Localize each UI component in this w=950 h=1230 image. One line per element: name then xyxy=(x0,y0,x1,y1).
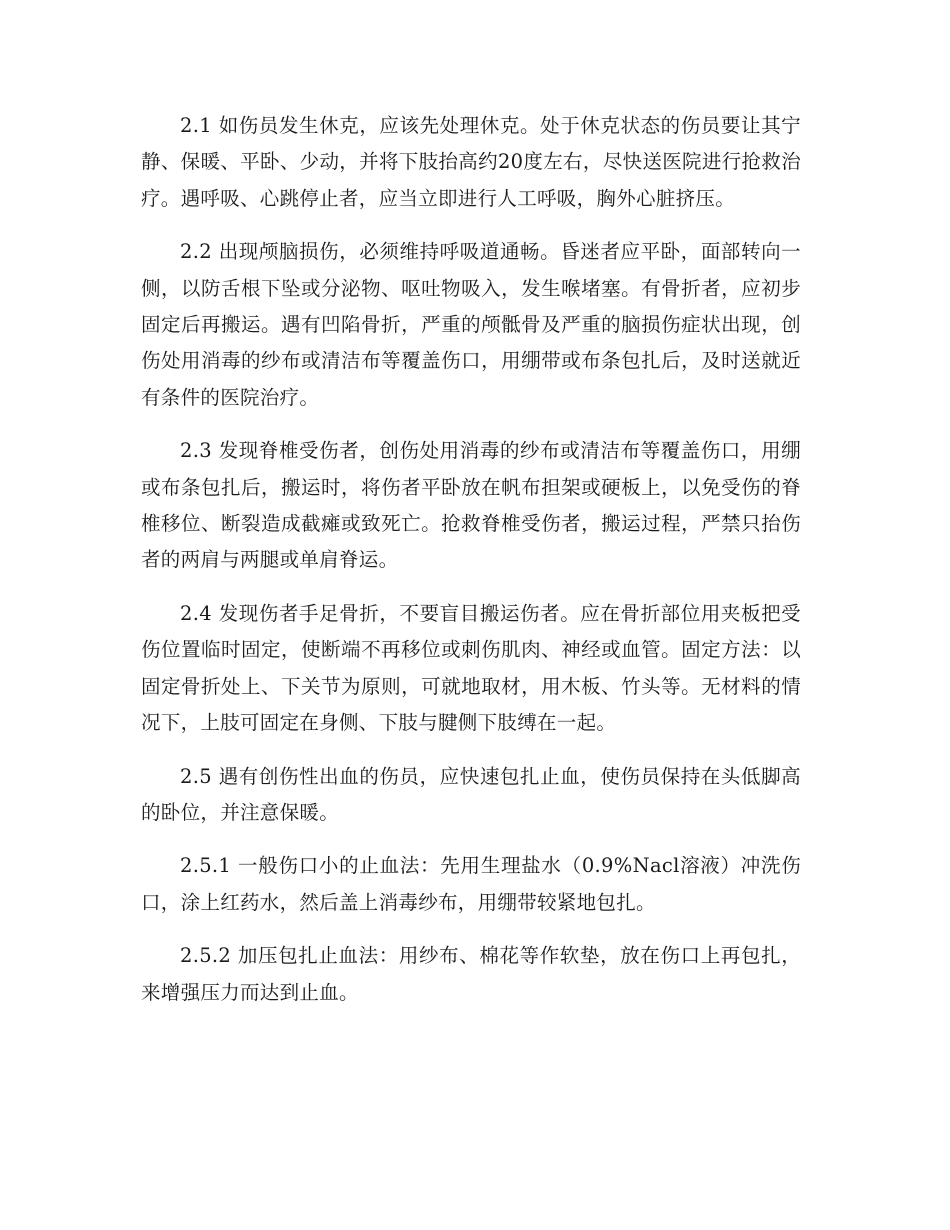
paragraph-2-5: 2.5 遇有创伤性出血的伤员，应快速包扎止血，使伤员保持在头低脚高的卧位，并注意保暖。 xyxy=(141,764,801,824)
paragraph-2-3: 2.3 发现脊椎受伤者，创伤处用消毒的纱布或清洁布等覆盖伤口，用绷或布条包扎后，搬运时，将伤者平卧放在帆布担架或硬板上，以免受伤的脊椎移位、断裂造成截瘫或致死亡。抢救脊椎受伤者，搬运过程，严禁只抬伤者的两肩与两腿或单肩脊运。 xyxy=(141,439,801,572)
paragraph-2-2: 2.2 出现颅脑损伤，必须维持呼吸道通畅。昏迷者应平卧，面部转向一侧，以防舌根下坠或分泌物、呕吐物吸入，发生喉堵塞。有骨折者，应初步固定后再搬运。遇有凹陷骨折，严重的颅骶骨及严重的脑损伤症状出现，创伤处用消毒的纱布或清洁布等覆盖伤口，用绷带或布条包扎后，及时送就近有条件的医院治疗。 xyxy=(141,240,801,409)
paragraph-2-1: 2.1 如伤员发生休克，应该先处理休克。处于休克状态的伤员要让其宁静、保暖、平卧、少动，并将下肢抬高约20度左右，尽快送医院进行抢救治疗。遇呼吸、心跳停止者，应当立即进行人工呼吸，胸外心脏挤压。 xyxy=(141,114,801,210)
paragraph-2-5-2: 2.5.2 加压包扎止血法：用纱布、棉花等作软垫，放在伤口上再包扎，来增强压力而达到止血。 xyxy=(141,944,801,1004)
paragraph-2-5-1: 2.5.1 一般伤口小的止血法：先用生理盐水（0.9%Nacl溶液）冲洗伤口，涂上红药水，然后盖上消毒纱布，用绷带较紧地包扎。 xyxy=(141,854,801,914)
paragraph-2-4: 2.4 发现伤者手足骨折，不要盲目搬运伤者。应在骨折部位用夹板把受伤位置临时固定，使断端不再移位或刺伤肌肉、神经或血管。固定方法：以固定骨折处上、下关节为原则，可就地取材，用木板、竹头等。无材料的情况下，上肢可固定在身侧、下肢与腱侧下肢缚在一起。 xyxy=(141,601,801,735)
document-body xyxy=(141,108,801,1028)
